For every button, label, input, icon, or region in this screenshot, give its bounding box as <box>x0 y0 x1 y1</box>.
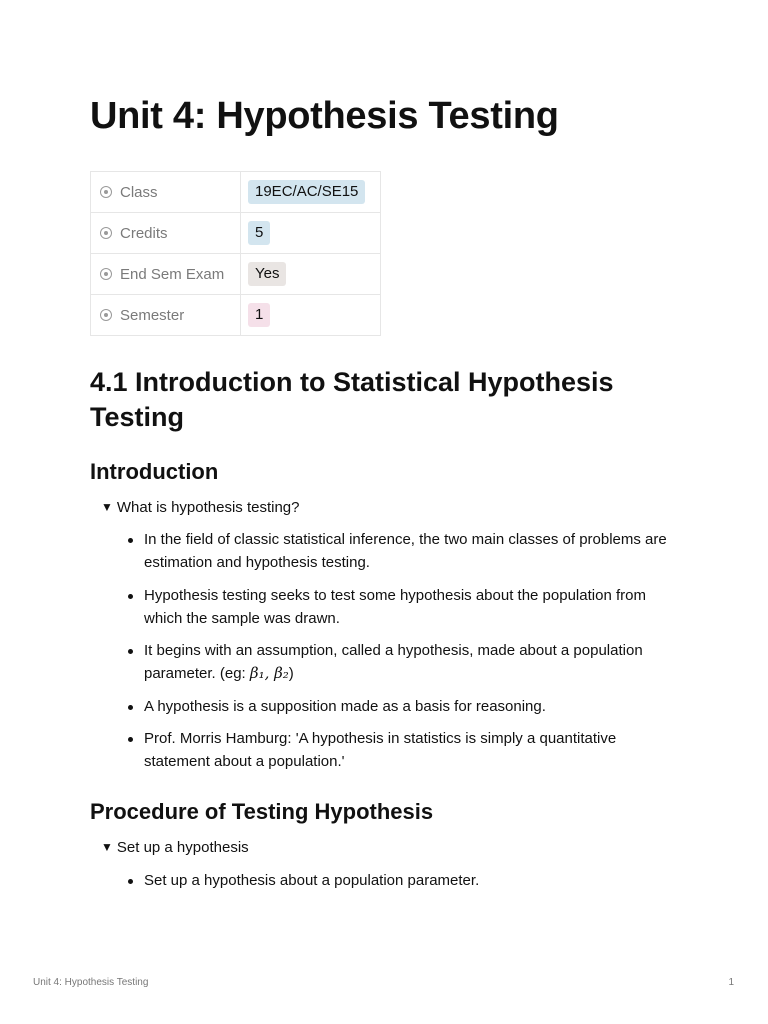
page-title: Unit 4: Hypothesis Testing <box>90 95 559 137</box>
section-heading: 4.1 Introduction to Statistical Hypothesis Testing <box>90 367 614 432</box>
property-row <box>91 295 381 336</box>
procedure-toggle[interactable] <box>101 837 249 858</box>
property-row <box>91 254 381 295</box>
page-number: 1 <box>728 977 734 988</box>
property-select-icon <box>100 227 112 239</box>
intro-heading: Introduction <box>90 459 219 484</box>
property-key-label: End Sem Exam <box>120 265 225 283</box>
property-value[interactable] <box>241 172 381 213</box>
property-key <box>91 295 241 336</box>
list-item: Hypothesis testing seeks to test some hypothesis about the population from which the sample was drawn. <box>126 584 671 630</box>
property-row <box>91 213 381 254</box>
math-expression: β₁, β₂ <box>249 664 289 682</box>
list-item: In the field of classic statistical inference, the two main classes of problems are estimation and hypothesis testing. <box>126 528 671 574</box>
list-item: Prof. Morris Hamburg: 'A hypothesis in statistics is simply a quantitative statement about a population.' <box>126 727 671 773</box>
property-key <box>91 213 241 254</box>
properties-table <box>90 171 381 336</box>
list-item: It begins with an assumption, called a hypothesis, made about a population parameter. (eg: β₁, β₂) <box>126 639 671 685</box>
property-key-label: Semester <box>120 306 185 324</box>
property-value[interactable] <box>241 213 381 254</box>
list-item: Set up a hypothesis about a population parameter. <box>126 869 671 892</box>
property-row <box>91 172 381 213</box>
list-item: A hypothesis is a supposition made as a basis for reasoning. <box>126 695 671 718</box>
property-key-label: Credits <box>120 224 168 242</box>
intro-toggle[interactable] <box>101 497 299 518</box>
property-value[interactable] <box>241 295 381 336</box>
toggle-label: What is hypothesis testing? <box>116 499 300 516</box>
intro-bullet-list <box>126 528 671 783</box>
property-value[interactable] <box>241 254 381 295</box>
property-key-label: Class <box>120 183 158 201</box>
footer-title: Unit 4: Hypothesis Testing <box>33 977 149 988</box>
property-select-icon <box>100 268 112 280</box>
property-select-icon <box>100 186 112 198</box>
triangle-down-icon: ▼ <box>101 500 113 514</box>
property-key <box>91 254 241 295</box>
triangle-down-icon: ▼ <box>101 840 113 854</box>
property-tag: Yes <box>248 262 286 286</box>
property-tag: 5 <box>248 221 270 245</box>
property-key <box>91 172 241 213</box>
toggle-label: Set up a hypothesis <box>116 839 249 856</box>
property-tag: 19EC/AC/SE15 <box>248 180 365 204</box>
property-tag: 1 <box>248 303 270 327</box>
procedure-heading: Procedure of Testing Hypothesis <box>90 799 434 824</box>
procedure-bullet-list <box>126 869 671 902</box>
property-select-icon <box>100 309 112 321</box>
